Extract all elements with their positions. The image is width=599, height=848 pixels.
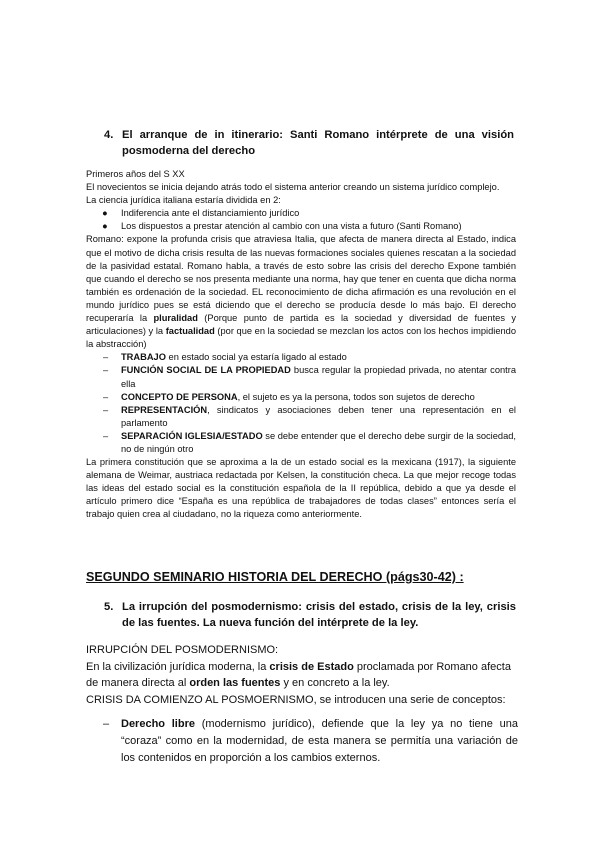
section-5-body: [86, 642, 518, 708]
dash-item-funcion-social: – FUNCIÓN SOCIAL DE LA PROPIEDAD busca regular la propiedad privada, no atentar contra ella: [103, 365, 517, 389]
dash-item-derecho-libre: – Derecho libre (modernismo jurídico), defiende que la ley ya no tiene una “coraza” como en la modernidad, de esta manera se permitía una variación de los contenidos en proporción a los cambios externos.: [103, 718, 518, 764]
paragraph-civilizacion: En la civilización jurídica moderna, la crisis de Estado proclamada por Romano afecta de manera directa al orden las fuentes y en concreto a la ley.: [86, 660, 511, 689]
section-4-number: 4.: [104, 129, 114, 141]
section-4-heading: [104, 127, 514, 159]
bullet-icon: ●: [102, 221, 108, 232]
section-5-title: La irrupción del posmodernismo: crisis del estado, crisis de la ley, crisis de las fuentes. La nueva función del intérprete de la ley.: [122, 601, 516, 629]
bullet-item: ● Los dispuestos a prestar atención al cambio con una vista a futuro (Santi Romano): [86, 220, 516, 233]
paragraph-constitution: La primera constitución que se aproxima a la de un estado social es la mexicana (1917), la siguiente alemana de Weimar, austriaca redactada por Kelsen, la constitución checa. La que mejor recoge todas las ideas del estado social es la constitución española de la II república, debido a que ya desde el artículo primero dice “España es una república de trabajadores de todas clases” entonces sería el trabajo quien crea al ciudadano, no la riqueza como anteriormente.: [86, 457, 516, 520]
section-4-body: [86, 168, 516, 522]
paragraph-irrupcion-heading: IRRUPCIÓN DEL POSMODERNISMO:: [86, 644, 279, 656]
section-5-number: 5.: [104, 601, 114, 613]
section-4-title: El arranque de in itinerario: Santi Romano intérprete de una visión posmoderna del derecho: [122, 129, 514, 157]
dash-item-concepto-persona: – CONCEPTO DE PERSONA, el sujeto es ya la persona, todos son sujetos de derecho: [103, 391, 475, 402]
bullet-item: ● Indiferencia ante el distanciamiento jurídico: [86, 207, 516, 220]
section-5-heading: [104, 599, 516, 631]
seminar-heading: SEGUNDO SEMINARIO HISTORIA DEL DERECHO (págs30-42) :: [86, 570, 464, 584]
dash-item-separacion: – SEPARACIÓN IGLESIA/ESTADO se debe entender que el derecho debe surgir de la sociedad, no de ningún otro: [103, 430, 516, 454]
dash-item-trabajo: – TRABAJO en estado social ya estaría ligado al estado: [103, 352, 347, 363]
paragraph-early-century: Primeros años del S XX: [86, 169, 185, 179]
bullet-icon: ●: [102, 208, 108, 219]
paragraph-crisis: CRISIS DA COMIENZO AL POSMOERNISMO, se introducen una serie de conceptos:: [86, 693, 506, 706]
paragraph-novecientos: El novecientos se inicia dejando atrás todo el sistema anterior creando un sistema jurídico complejo.: [86, 182, 500, 193]
dash-item-representacion: – REPRESENTACIÓN, sindicatos y asociaciones deben tener una representación en el parlamento: [103, 404, 516, 428]
paragraph-italian-science: La ciencia jurídica italiana estaría dividida en 2:: [86, 195, 281, 206]
paragraph-romano: Romano: expone la profunda crisis que atraviesa Italia, que afecta de manera directa al Estado, indica que el motivo de dicha crisis resulta de las nuevas formaciones sociales quienes rescatan a la sociedad de la pasividad estatal. Romano habla, a través de esto sobre las crisis del derecho Expone también que cuando el derecho se nos presenta mediante una norma, hay que tener en cuenta que dicha norma también es ordenación de la sociedad. EL reconocimiento de dicha afirmación es una revolución en el mundo jurídico pues se está diciendo que el derecho se producía desde lo más bajo. El derecho recuperaría la pluralidad (Porque punto de partida es la sociedad y diversidad de fuentes y articulaciones) y la factualidad (por que en la sociedad se mezclan los actos con los hechos impidiendo la abstracción): [86, 234, 516, 350]
